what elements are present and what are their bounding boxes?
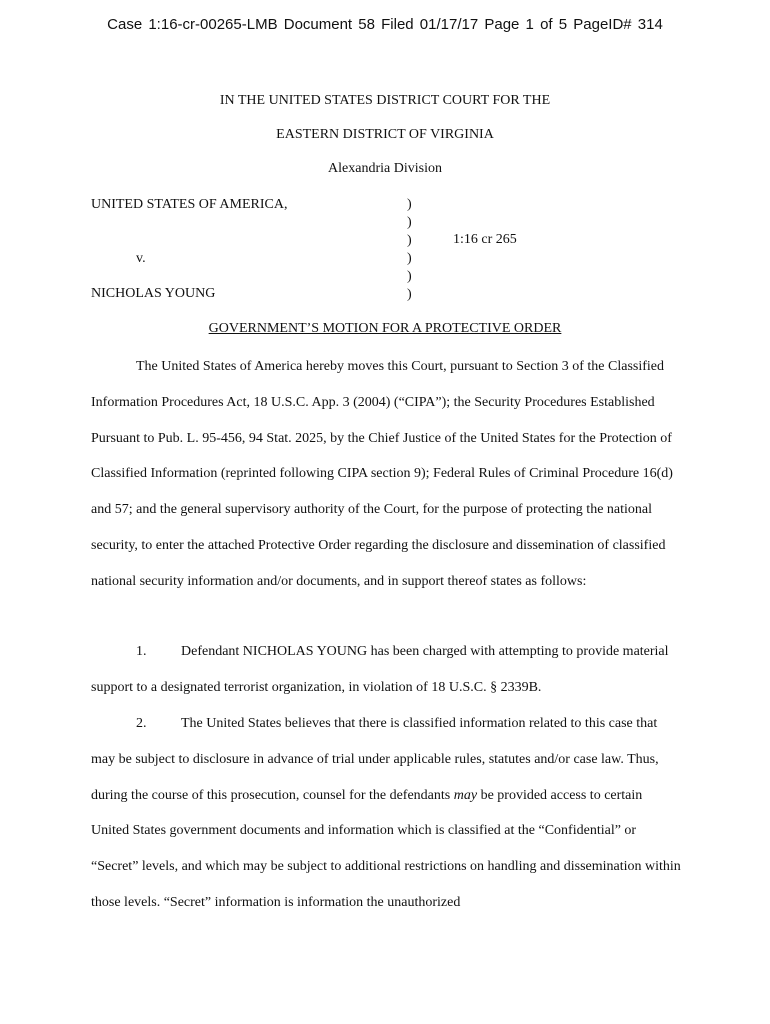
caption-paren: )	[407, 251, 412, 266]
caption-paren: )	[407, 287, 412, 302]
court-name-line-1: IN THE UNITED STATES DISTRICT COURT FOR THE	[219, 93, 551, 108]
intro-paragraph: The United States of America hereby moves this Court, pursuant to Section 3 of the Classified Information Procedures Act, 18 U.S.C. App. 3 (2004) (“CIPA”); the Security Procedures Established Pursuant to Pub. L. 95-456, 94 Stat. 2025, by the Chief Justice of the United States for the Protection of Classified Information (reprinted following CIPA section 9); Federal Rules of Criminal Procedure 16(d) and 57; and the general supervisory authority of the Court, for the purpose of protecting the national security, to enter the attached Protective Order regarding the disclosure and dissemination of classified national security information and/or documents, and in support thereof states as follows:	[91, 359, 673, 589]
paragraph-number: 2.	[136, 716, 147, 731]
caption-plaintiff: UNITED STATES OF AMERICA,	[91, 197, 288, 212]
case-number: 1:16 cr 265	[453, 232, 517, 247]
court-division: Alexandria Division	[328, 161, 442, 176]
paragraph-number: 1.	[136, 644, 147, 659]
caption-defendant: NICHOLAS YOUNG	[91, 286, 216, 301]
caption-paren: )	[407, 233, 412, 248]
motion-title: GOVERNMENT’S MOTION FOR A PROTECTIVE ORDER	[208, 321, 562, 336]
numbered-paragraph-1	[91, 634, 681, 706]
paragraph-text: Defendant NICHOLAS YOUNG has been charged with attempting to provide material support to a designated terrorist organization, in violation of 18 U.S.C. § 2339B.	[91, 644, 669, 695]
paragraph-text: The United States believes that there is classified information related to this case that may be subject to disclosure in advance of trial under applicable rules, statutes and/or case law. Thus, during the course of this prosecution, counsel for the defendants	[91, 716, 659, 803]
paragraph-text-continued: be provided access to certain United States government documents and information which is classified at the “Confidential” or “Secret” levels, and which may be subject to additional restrictions on handling and dissemination within those levels. “Secret” information is information the unauthorized	[91, 787, 681, 910]
emphasis-may: may	[453, 787, 478, 803]
caption-paren: )	[407, 197, 412, 212]
court-name-line-2: EASTERN DISTRICT OF VIRGINIA	[276, 127, 494, 142]
case-header-stamp: Case 1:16-cr-00265-LMB Document 58 Filed 01/17/17 Page 1 of 5 PageID# 314	[107, 16, 663, 33]
caption-paren: )	[407, 269, 412, 284]
numbered-paragraph-2	[91, 706, 681, 921]
caption-paren: )	[407, 215, 412, 230]
caption-versus: v.	[136, 251, 146, 266]
